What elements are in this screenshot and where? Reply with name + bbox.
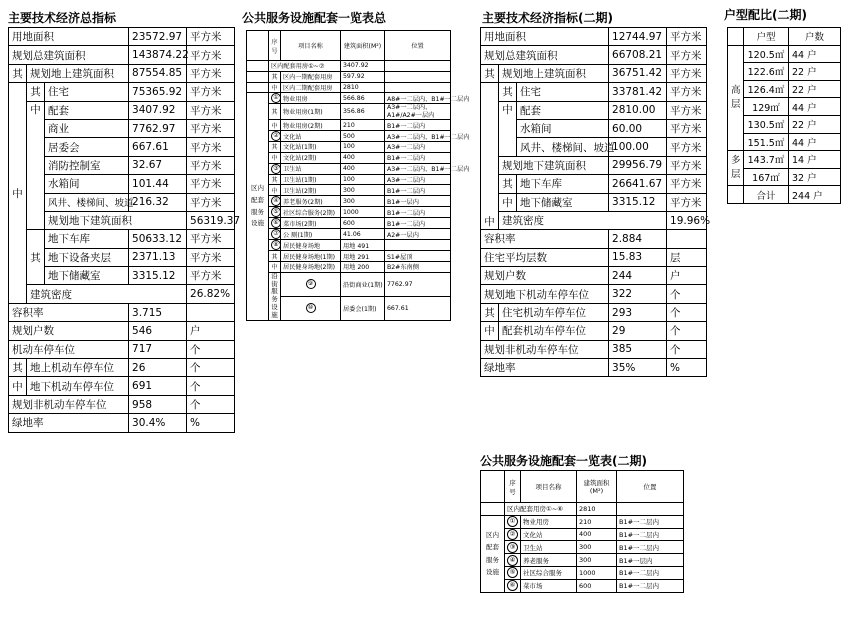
table-row: 中 区内二期配套用房 2810: [247, 82, 451, 93]
t1-table: [8, 27, 241, 433]
table-row: ⑥ 菜市场 600 B1#一二层内: [481, 579, 684, 592]
table-row: 其 文化站(1期) 100 A3#一二层内: [247, 142, 451, 153]
table-row: 商业 7762.97 平方米: [9, 119, 235, 137]
table-row: 其 物业用房(1期) 356.86 A3#一二层内、A1#/A2#一层内: [247, 104, 451, 120]
circled-number-icon: ⑥: [507, 580, 518, 591]
table-row: 规划总建筑面积 143874.22 平方米: [9, 46, 235, 64]
table-row: 规划非机动车停车位 385 个: [481, 340, 707, 358]
circled-number-icon: ②: [507, 529, 518, 540]
table-row: 规划非机动车停车位 958 个: [9, 395, 235, 413]
table-header: 户型 户数: [728, 28, 841, 46]
table-row: ③ 卫生站 400 A3#一二层内、B1#一二层内: [247, 163, 451, 174]
table-row: 167㎡ 32 户: [728, 168, 841, 186]
table-row: 其 地上机动车停车位 26 个: [9, 359, 235, 377]
circled-number-icon: ⑧: [271, 240, 281, 250]
table-row: ⑩ 居委会(1期) 667.61: [247, 296, 451, 320]
table-row: ② 文化站 400 B1#一二层内: [481, 528, 684, 541]
table-row: 130.5㎡ 22 户: [728, 115, 841, 133]
table-row: ⑦ 公 厕(1期) 41.06 A2#一层内: [247, 229, 451, 240]
table-row: 中 物业用房(2期) 210 B1#一二层内: [247, 120, 451, 131]
table-row: ③ 卫生站 300 B1#一二层内: [481, 541, 684, 554]
table-row: 中 其 住宅 75365.92 平方米: [9, 83, 235, 101]
table-row: 用地面积 12744.97 平方米: [481, 28, 707, 46]
table-row: 122.6㎡ 22 户: [728, 63, 841, 81]
t2-table: [246, 30, 470, 321]
t5-table: [480, 470, 684, 593]
table-row: 合计 244 户: [728, 186, 841, 204]
table-row: 规划地下机动车停车位 322 个: [481, 285, 707, 303]
circled-number-icon: ③: [271, 164, 281, 174]
t3-title: 主要技术经济指标(二期): [482, 11, 613, 25]
table-row: 区内 配套 服务 设施 ① 物业用房 566.86 A8#一二层内、B1#一二层内: [247, 93, 451, 104]
table-row: 其 居民健身场地(1期) 用地 291 S1#屋顶: [247, 251, 451, 262]
table-row: 区内配套用房①~⑥ 2810: [481, 503, 684, 516]
table-row: ② 文化站 500 A3#一二层内、B1#一二层内: [247, 131, 451, 142]
table-row: 中 其 住宅 33781.42 平方米: [481, 83, 707, 101]
table-row: 中 配套机动车停车位 29 个: [481, 322, 707, 340]
table-row: 其 规划地上建筑面积 87554.85 平方米: [9, 64, 235, 82]
circled-number-icon: ④: [271, 196, 281, 206]
table-row: 区内配套服务设施 ① 物业用房 210 B1#一二层内: [481, 515, 684, 528]
table-row: 中 配套 3407.92 平方米: [9, 101, 235, 119]
table-row: 地下储藏室 3315.12 平方米: [9, 267, 235, 285]
table-row: 其 区内一期配套用房 597.92: [247, 71, 451, 82]
table-row: 水箱间 101.44 平方米: [9, 175, 235, 193]
table-row: 其 规划地上建筑面积 36751.42 平方米: [481, 64, 707, 82]
table-row: 建筑密度 19.96%: [481, 211, 707, 229]
table-row: 机动车停车位 717 个: [9, 340, 235, 358]
table-row: ⑤ 社区综合服务(2期) 1000 B1#一二层内: [247, 207, 451, 218]
circled-number-icon: ⑩: [306, 303, 316, 313]
table-row: 区内配套用房①~⑦ 3407.92: [247, 61, 451, 72]
table-row: 规划地下建筑面积 56319.37: [9, 211, 235, 229]
table-row: 建筑密度 26.82%: [9, 285, 235, 303]
t4-table: [727, 27, 841, 204]
table-row: 地下设备夹层 2371.13 平方米: [9, 248, 235, 266]
table-row: 多层 143.7㎡ 14 户: [728, 151, 841, 169]
table-row: 高层 120.5㎡ 44 户: [728, 45, 841, 63]
table-header: 序号 项目名称 建筑面积(M²) 位置: [247, 31, 451, 61]
circled-number-icon: ①: [507, 516, 518, 527]
circled-number-icon: ③: [507, 542, 518, 553]
table-row: 居委会 667.61 平方米: [9, 138, 235, 156]
t4-title: 户型配比(二期): [724, 8, 807, 22]
circled-number-icon: ⑤: [507, 567, 518, 578]
table-row: 风井、楼梯间、坡道 216.32 平方米: [9, 193, 235, 211]
table-row: 151.5㎡ 44 户: [728, 133, 841, 151]
table-row: 129㎡ 44 户: [728, 98, 841, 116]
table-row: 中 文化站(2期) 400 B1#一二层内: [247, 152, 451, 163]
table-row: 中 地下机动车停车位 691 个: [9, 377, 235, 395]
table-row: 风井、楼梯间、坡道 100.00 平方米: [481, 138, 707, 156]
table-row: ⑤ 社区综合服务 1000 B1#一二层内: [481, 566, 684, 579]
table-row: ⑥ 菜市场(2期) 600 B1#一二层内: [247, 218, 451, 229]
table-row: 用地面积 23572.97 平方米: [9, 28, 235, 46]
table-row: 中 居民健身场地(2期) 用地 200 B2#东南侧: [247, 262, 451, 273]
table-row: 规划地下建筑面积 29956.79 平方米: [481, 156, 707, 174]
table-row: 规划总建筑面积 66708.21 平方米: [481, 46, 707, 64]
table-row: 消防控制室 32.67 平方米: [9, 156, 235, 174]
table-row: 住宅平均层数 15.83 层: [481, 248, 707, 266]
table-row: ⑧ 居民健身场地 用地 491: [247, 240, 451, 251]
table-row: 中 卫生站(2期) 300 B1#一二层内: [247, 185, 451, 196]
table-row: 容积率 3.715: [9, 303, 235, 321]
table-row: 沿街服务设施 ⑨ 沿街商业(1期) 7762.97: [247, 272, 451, 296]
circled-number-icon: ⑤: [271, 207, 281, 217]
circled-number-icon: ②: [271, 131, 281, 141]
table-row: 中 地下储藏室 3315.12 平方米: [481, 193, 707, 211]
table-row: 绿地率 30.4% %: [9, 414, 235, 432]
table-row: 规划户数 546 户: [9, 322, 235, 340]
table-row: 水箱间 60.00 平方米: [481, 119, 707, 137]
circled-number-icon: ⑨: [306, 279, 316, 289]
t3-table: [480, 27, 711, 377]
table-row: 其 住宅机动车停车位 293 个: [481, 303, 707, 321]
table-row: ④ 养老服务(2期) 300 B1#一层内: [247, 196, 451, 207]
table-row: 容积率 2.884: [481, 230, 707, 248]
t5-title: 公共服务设施配套一览表(二期): [480, 454, 647, 468]
table-row: 其 地下车库 26641.67 平方米: [481, 175, 707, 193]
t2-title: 公共服务设施配套一览表总: [242, 11, 387, 25]
table-header: 序号 项目名称 建筑面积(M²) 位置: [481, 471, 684, 503]
table-row: 126.4㎡ 22 户: [728, 80, 841, 98]
circled-number-icon: ①: [271, 93, 281, 103]
circled-number-icon: ⑦: [271, 229, 281, 239]
table-row: 其 卫生站(1期) 100 A3#一二层内: [247, 174, 451, 185]
t1-title: 主要技术经济总指标: [8, 11, 117, 25]
table-row: 中 配套 2810.00 平方米: [481, 101, 707, 119]
table-row: 规划户数 244 户: [481, 267, 707, 285]
table-row: ④ 养老服务 300 B1#一层内: [481, 554, 684, 567]
table-row: 其 地下车库 50633.12 平方米: [9, 230, 235, 248]
circled-number-icon: ⑥: [271, 218, 281, 228]
table-row: 绿地率 35% %: [481, 359, 707, 377]
circled-number-icon: ④: [507, 555, 518, 566]
